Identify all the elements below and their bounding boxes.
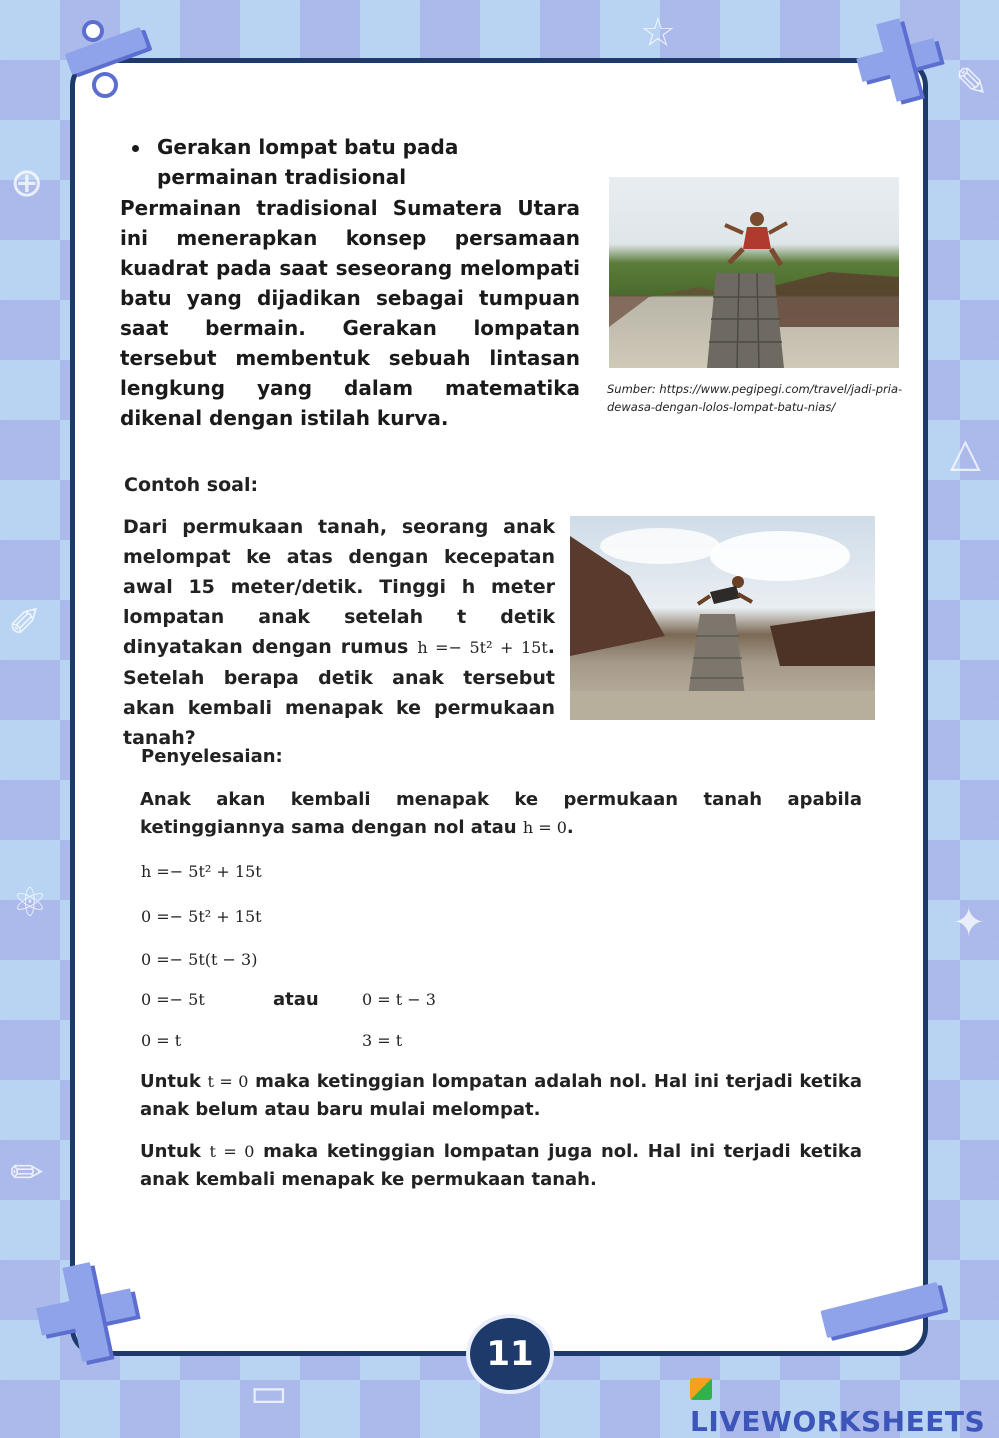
lightbulb-doodle-icon: ✎ [955, 60, 989, 106]
equation-step-5a: 0 = t [141, 1031, 182, 1050]
problem-paragraph [123, 512, 555, 753]
solution-intro: Anak akan kembali menapak ke permukaan tanah apabila ketinggiannya sama dengan nol atau h = 0. [140, 789, 862, 838]
section-bullet-title: Gerakan lompat batu pada permainan tradisional [157, 135, 459, 189]
pencil-doodle-icon: ✏ [10, 1150, 44, 1196]
conclusion-1-post: maka ketinggian lompatan adalah nol. Hal ini terjadi ketika anak belum atau baru mulai melompat. [140, 1071, 863, 1120]
circle-decoration-icon [92, 72, 118, 98]
lompat-batu-photo-1 [609, 177, 899, 368]
compass-doodle-icon: ⊕ [10, 160, 44, 206]
ruler-doodle-icon: ✐ [8, 600, 42, 646]
equation-or-label: atau [273, 989, 319, 1010]
solution-heading: Penyelesaian: [141, 746, 283, 767]
equation-step-3: 0 =− 5t(t − 3) [141, 950, 258, 969]
problem-text-part2: . Setelah berapa detik anak tersebut akan kembali menapak ke permukaan tanah? [123, 636, 555, 749]
equation-step-2: 0 =− 5t² + 15t [141, 907, 262, 926]
conclusion-2-pre: Untuk [140, 1141, 201, 1162]
circle-decoration-icon [82, 20, 104, 42]
photo-source-caption: Sumber: https://www.pegipegi.com/travel/jadi-pria-dewasa-dengan-lolos-lompat-batu-nias/ [607, 382, 903, 414]
problem-text-part1: Dari permukaan tanah, seorang anak melompat ke atas dengan kecepatan awal 15 meter/detik. Tinggi h meter lompatan anak setelah t detik dinyatakan dengan rumus [123, 516, 555, 658]
conclusion-2-formula: t = 0 [209, 1142, 255, 1161]
problem-formula: h =− 5t² + 15t [417, 638, 548, 657]
plus-decoration-icon [29, 1255, 143, 1369]
ruler-doodle-icon: ▭ [250, 1370, 288, 1416]
equation-step-4b: 0 = t − 3 [362, 990, 436, 1009]
conclusion-1-formula: t = 0 [207, 1072, 249, 1091]
star-doodle-icon: ☆ [640, 10, 676, 56]
equation-step-5b: 3 = t [362, 1031, 403, 1050]
star-doodle-icon: ✦ [952, 900, 986, 946]
atom-doodle-icon: ⚛ [12, 880, 48, 926]
conclusion-1-pre: Untuk [140, 1071, 201, 1092]
equation-step-1: h =− 5t² + 15t [141, 862, 262, 881]
bullet-icon [132, 145, 139, 152]
lompat-batu-photo-2 [570, 516, 875, 720]
equation-step-4a: 0 =− 5t [141, 990, 205, 1009]
liveworksheets-text: LIVEWORKSHEETS [690, 1405, 986, 1438]
page-number: 11 [466, 1314, 554, 1394]
conclusion-2-post: maka ketinggian lompatan juga nol. Hal ini terjadi ketika anak kembali menapak ke permukaan tanah. [140, 1141, 862, 1190]
liveworksheets-logo [690, 1372, 999, 1438]
conclusion-paragraph-2 [140, 1138, 862, 1194]
triangle-doodle-icon: △ [950, 430, 981, 476]
solution-intro-text: Anak akan kembali menapak ke permukaan tanah apabila ketinggiannya sama dengan nol atau [140, 789, 862, 838]
intro-paragraph: Permainan tradisional Sumatera Utara ini menerapkan konsep persamaan kuadrat pada saat seseorang melompati batu yang dijadikan sebagai tumpuan saat bermain. Gerakan lompatan tersebut membentuk sebuah lintasan lengkung yang dalam matematika dikenal dengan istilah kurva. [120, 196, 580, 430]
example-heading: Contoh soal: [124, 474, 259, 496]
liveworksheets-mark-icon [690, 1378, 712, 1400]
conclusion-paragraph-1 [140, 1068, 862, 1124]
solution-intro-formula: h = 0 [522, 818, 567, 837]
